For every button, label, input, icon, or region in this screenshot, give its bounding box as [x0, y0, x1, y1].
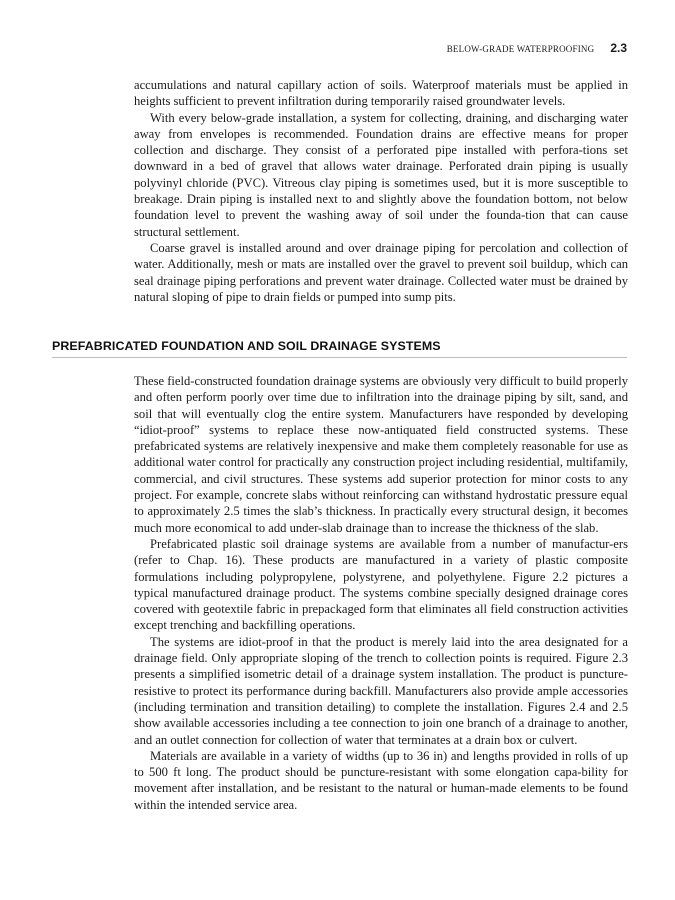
paragraph: These field-constructed foundation drainage systems are obviously very difficult to build properly and often perform poorly over time due to infiltration into the drainage piping by silt, sand, and soil that will eventually clog the entire system. Manufacturers have responded by developing “idiot-proof” systems to replace these now-antiquated field constructed systems. These prefabricated systems are relatively inexpensive and make them completely reasonable for use as additional water control for practically any construction project including residential, multifamily, commercial, and civil structures. These systems add superior protection for minor costs to any project. For example, concrete slabs without reinforcing can withstand hydrostatic pressure equal to approximately 2.5 times the slab’s thickness. In practically every structural design, it becomes much more economical to add under-slab drainage than to increase the thickness of the slab.: [134, 374, 628, 535]
paragraph: The systems are idiot-proof in that the product is merely laid into the area designated for a drainage field. Only appropriate sloping of the trench to collection points is required. Figure 2.3 presents a simplified isometric detail of a drainage system installation. The product is puncture-resistive to protect its performance during backfill. Manufacturers also provide ample accessories (including termination and transition detailing) to complete the installation. Figures 2.4 and 2.5 show available accessories including a tee connection to join one branch of a drainage to another, and an outlet connection for collection of water that terminates at a drain box or culvert.: [134, 634, 628, 747]
section-heading: PREFABRICATED FOUNDATION AND SOIL DRAINAGE SYSTEMS: [52, 339, 627, 358]
running-head: [447, 41, 627, 55]
paragraph: Materials are available in a variety of widths (up to 36 in) and lengths provided in rolls of up to 500 ft long. The product should be puncture-resistant with some elongation capa-bility for movement after installation, and be resistant to the natural or human-made elements to be found within the intended service area.: [134, 748, 628, 812]
page-number: 2.3: [610, 41, 627, 55]
paragraph: Coarse gravel is installed around and over drainage piping for percolation and collection of water. Additionally, mesh or mats are installed over the gravel to prevent soil buildup, which can seal drainage piping perforations and prevent water drainage. Collected water must be drained by natural sloping of pipe to drain fields or pumped into sump pits.: [134, 240, 628, 304]
intro-text-block: [134, 77, 628, 305]
paragraph: Prefabricated plastic soil drainage systems are available from a number of manufactur-ers (refer to Chap. 16). These products are manufactured in a variety of plastic composite formulations including polypropylene, polystyrene, and polyethylene. Figure 2.2 pictures a typical manufactured drainage product. The systems combine specially designed drainage cores covered with geotextile fabric in prepackaged form that eliminates all field construction activities except trenching and backfilling operations.: [134, 536, 628, 633]
section-text-block: [134, 373, 628, 813]
paragraph: With every below-grade installation, a system for collecting, draining, and discharging water away from envelopes is recommended. Foundation drains are effective means for proper collection and discharge. They consist of a perforated pipe installed with perfora-tions set downward in a bed of gravel that allows water drainage. Perforated drain piping is usually polyvinyl chloride (PVC). Vitreous clay piping is sometimes used, but it is more susceptible to breakage. Drain piping is installed next to and slightly above the foundation bottom, not below foundation level to prevent the washing away of soil under the founda-tion that can cause structural settlement.: [134, 110, 628, 239]
paragraph: accumulations and natural capillary action of soils. Waterproof materials must be applied in heights sufficient to prevent infiltration during temporarily raised groundwater levels.: [134, 78, 628, 109]
running-title: BELOW-GRADE WATERPROOFING: [446, 44, 595, 54]
